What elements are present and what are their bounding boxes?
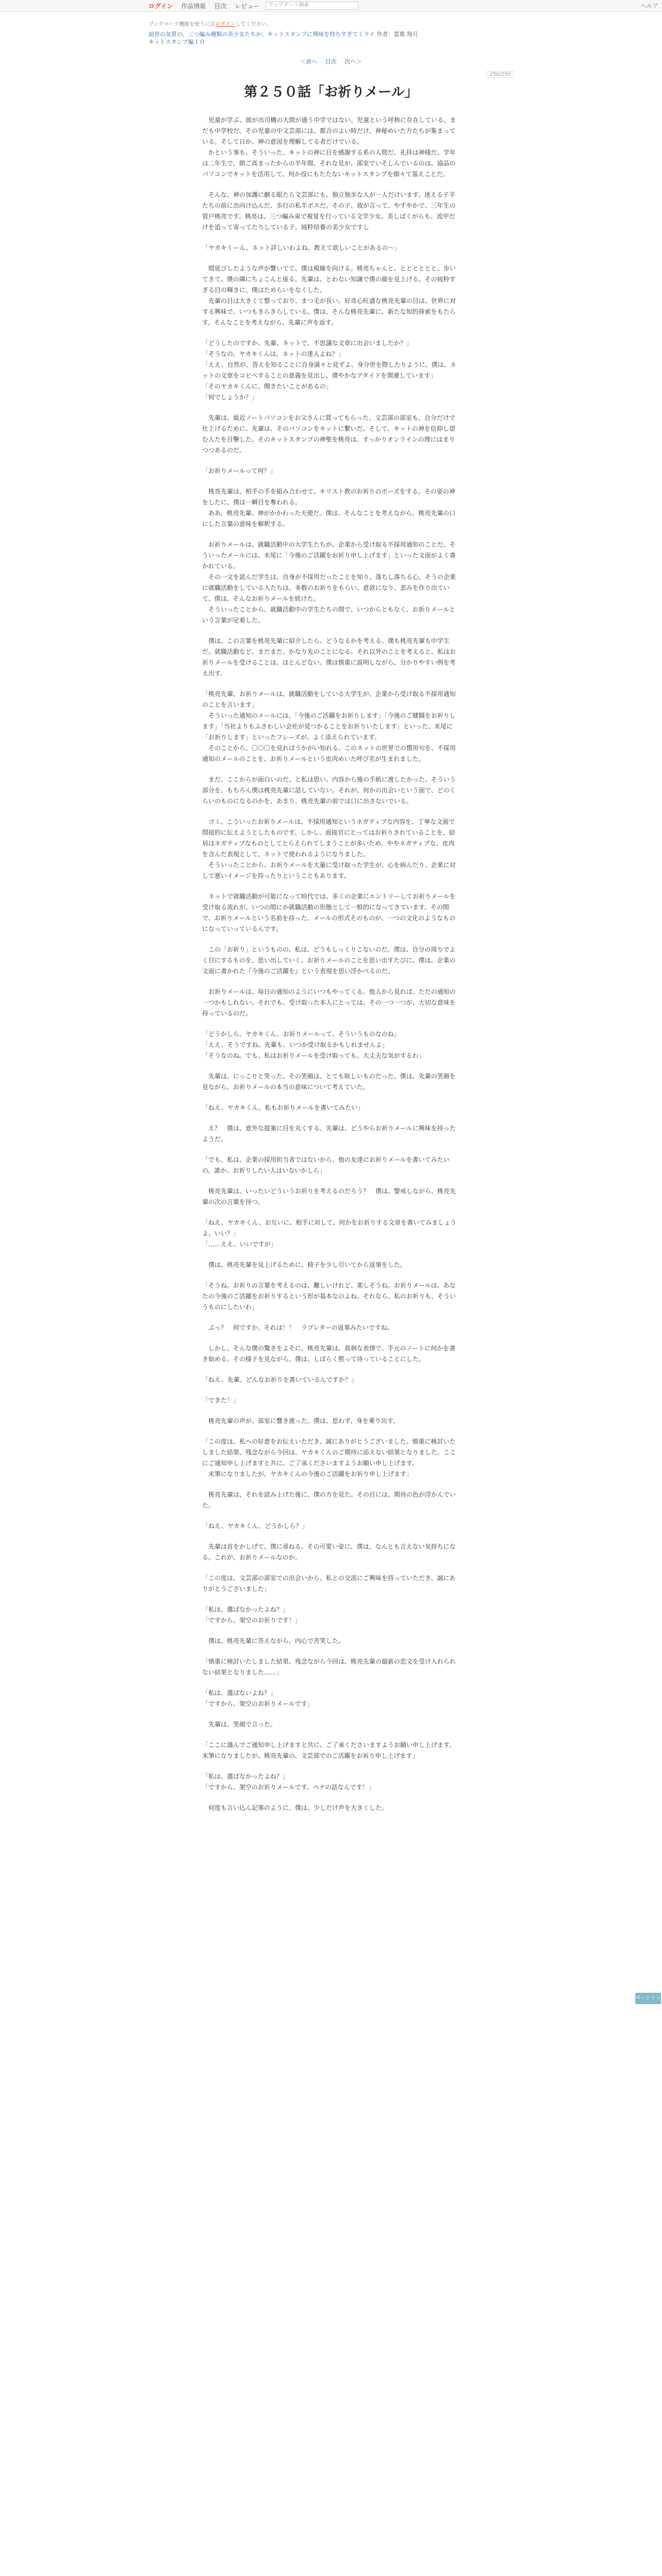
- body-paragraph: 間延びしたような声が響いてて、僕は視線を向ける。桃亮ちゃんと、とととととと、歩いてきて、僕の隣にちょこんと座る。先輩は、とわない知識で僕の顔を見上げる。その純粋すぎる目の輝きに、僕はためらいをなくした。 先輩の目は大きくて整っており、まつ毛が長い。好奇心旺盛な桃亮先輩の目は、世界に対する興味で、いつもきらきらしている。僕は、そんな桃亮先輩に、新たな知的探索をもたらす。そんなことを考えながら、先輩に声を返す。: [202, 265, 456, 326]
- body-paragraph: 先輩は、笑顔で言った。: [202, 1721, 277, 1728]
- body-paragraph: 僕は、この言葉を桃亮先輩に紹介したら、どうなるかを考える。僕も桃亮先輩も中学生だ。就職活動など、まだまだ、かなり先のことになる。それ以外のことを考えると、私はお祈りメールを受けることは、ほとんどない。僕は慎重に説明しながら、分かりやすい例を考え出す。: [202, 637, 456, 677]
- body-paragraph: 「この度は、私への好意をお伝えいただき、誠にありがとうございました。慎重に検討いたしました結果、残念ながら今回は、ヤカキくんのご期待に添えない結果となりました。ここにご通知申し上げますと共に、ご了承くださいますようお願い申し上げます。 末筆になりましたが、ヤカキくんの今後のご活躍をお祈り申し上げます」: [202, 1438, 456, 1478]
- body-paragraph: え？ 僕は、意外な提案に目を丸くする。先輩は、どうやらお祈りメールに興味を持ったようだ。: [202, 1125, 456, 1143]
- body-paragraph: 「私は、選ばないよね？」 「ですから、架空のお祈りメールです」: [202, 1689, 313, 1707]
- nav-item-work-info[interactable]: 作品情報: [181, 2, 206, 10]
- body-paragraph: お祈りメールは、就職活動中の大学生たちが、企業から受け取る不採用通知のことだ。そういったメールには、末尾に「今後のご活躍をお祈り申し上げます」といった文面がよく書かれている。 その一文を読んだ学生は、自身が不採用だったことを知り、落ちし落ちる心、そうの企業に就職活動をしている人たちは、多数のお祈りをもらい、意欲になり、悲みを作り出ていて、僕は、そんなお祈りメールを続けた。 そういったことから、就職活動中の学生たちの間で、いつからともなく、お祈りメールという言葉が定着した。: [202, 541, 456, 624]
- chapter-title: 第２５０話「お祈りメール」: [244, 84, 418, 100]
- body-paragraph: 「桃亮先輩、お祈りメールは、就職活動をしている大学生が、企業から受け取る不採用通知のことを言います」 そういった通知のメールには、「今後のご活躍をお祈りします」「今後のご健闘をお祈りします」「当社よりもふさわしい会社が見つかることをお祈りいたします」といった、末尾に「お祈りします」といったフレーズが、よく添えられています。 そのことから、〇〇〇を見ればうかがい知れる、このネットの世界での慣用句を、不採用通知のメールのことを、お祈りメールという皮肉めいた呼び名が生まれました。: [202, 690, 456, 762]
- body-paragraph: 「ねえ、先輩、どんなお祈りを書いているんですか？」: [202, 1376, 357, 1383]
- body-paragraph: 桃亮先輩は、それを読み上げた後に、僕の方を見た。その目には、期待の色が浮かんでいた。: [202, 1491, 456, 1509]
- body-paragraph: まだ、ここからが面白いのだ、と私は思い、内容から後の手紙に渡したかった。そういう部分を、もちろん僕は桃亮先輩に話していない。それが、何かの出会いという面で、どのくらいのものになるのかを、あまり、桃亮先輩の前では口に出さないでいる。: [202, 776, 456, 805]
- chapter-number-badge: 250/250: [487, 71, 514, 78]
- body-paragraph: ネットで就職活動が可能になって時代では、多くの企業にエントリーしてお祈りメールを受け取る流れが、いつの間にか就職活動の形態として一般的になってきています。その間で、お祈りメールという名前を持った、メールの形式そのものが、一つの文化のようなものになっていっているんです。: [202, 893, 456, 933]
- body-paragraph: 桃亮先輩の声が、部室に響き渡った。僕は、思わず、身を乗り出す。: [202, 1417, 400, 1425]
- chapter-body: [202, 115, 460, 1814]
- main-content: [148, 14, 514, 1823]
- body-paragraph: 桃亮先輩は、相手の手を組み合わせて、キリスト教のお祈りのポーズをする。その姿の神をしたに、僕は一瞬目を奪われる。 ああ、桃亮先輩、神がかかわった天使だ。僕は、そんなことを考えながら、桃亮先輩の口にした言葉の意味を解釈する。: [202, 488, 456, 528]
- body-paragraph: 「ここに謹んでご通知申し上げますと共に、ご了承くださいますようお願い申し上げます。末筆になりましたが、桃亮先輩の、文芸部でのご活躍をお祈り申し上げます」: [202, 1741, 456, 1759]
- body-paragraph: 先輩は首をかしげて、僕に尋ねる。その可愛い姿に、僕は、なんとも言えない気持ちになる。これが、お祈りメールなのか。: [202, 1543, 456, 1561]
- body-paragraph: 「ねえ、ヤカキくん、どうかしら？」: [202, 1522, 308, 1530]
- body-paragraph: 「ねえ、ヤカキくん。私もお祈りメールを書いてみたい」: [202, 1104, 364, 1111]
- body-paragraph: 「私は、選ばなかったよね？」 「ですから、架空のお祈りメールです。ペナの話なんです！」: [202, 1773, 375, 1791]
- chapter-pager: [148, 57, 514, 65]
- body-paragraph: 児童が学ぶ、彼が出司構の大間が通う中学ではない。児童という呼称に存在している、まだも中学校だ。その児童の中文芸部には、都合のよい時だけ、神秘めいた方たちが集まっている。そして日か、神の意図を理解してる者だけでいる。 かという事も、そういった、キットの神に目を感謝する系の人間だ。礼拝は神様だ。学年は二年生で、朗ご高まったからの半年間、それな見が、部室でいそしんでいるのは、協品のパソコンでキットを活用して、何か役にもたたないキットスタンプを細々て基えことだ。: [202, 116, 456, 178]
- login-link[interactable]: ログイン: [148, 2, 173, 10]
- body-paragraph: 「ヤカキくーん、ネット詳しいわよね。教えて欲しいことがあるの〜」: [202, 244, 401, 251]
- body-paragraph: ゴミ、こういったお祈りメールは、不採用通知というネガティブな内容を、丁寧な文面で間接的に伝えようとしたものです。しかし、面接官にとってはお祈りされていることを、結局はネガティブなものとしてとらえられてしまうことが多いため、ややネガティブな、皮肉を含んだ表現として、ネットで使われるようになりました。 そういったことから、お祈りメールを大量に受け取った学生が、心を病んだり、企業に対して悪いイメージを持ったりということもあります。: [202, 818, 456, 879]
- body-paragraph: 先輩は、にっこりと笑った。その笑顔は、とても眩しいものだった。僕は、先輩の笑顔を見ながら、お祈りメールの本当の意味について考えていた。: [202, 1073, 456, 1091]
- prev-link[interactable]: ＜前へ: [300, 58, 318, 65]
- body-paragraph: 「できた！」: [202, 1397, 240, 1404]
- body-paragraph: 桃亮先輩は、いったいどういうお祈りを考えるのだろう？ 僕は、警戒しながら、桃亮先輩の次の言葉を待つ。: [202, 1188, 456, 1206]
- work-subtitle: キットスタンプ編１０: [148, 39, 205, 45]
- page-top-button[interactable]: ページトップへ: [635, 1993, 661, 2004]
- body-paragraph: 「ねえ、ヤカキくん、お互いに、相手に対して、何かをお祈りする文章を書いてみましょうよ。いい？」 「……ええ、いいですが」: [202, 1219, 457, 1248]
- notice-prefix: ブックマーク機能を使うには: [148, 22, 216, 27]
- work-author[interactable]: 作者：霊菓 翔月: [376, 31, 418, 38]
- body-paragraph: ぷっ？ 何ですか、それは！！ ラブレターの返事みたいですね。: [202, 1324, 394, 1331]
- toc-link[interactable]: 目次: [325, 58, 337, 65]
- notice-suffix: してください。: [235, 22, 272, 27]
- body-paragraph: 「この度は、文芸部の部室での出会いから、私との交流にご興味を持っていただき、誠にありがとうございました」: [202, 1574, 456, 1592]
- body-paragraph: この「お祈り」というものの、私は、どうもしっくりこないのだ。僕は、自分の周りでよく目にするものを、思い出していく。お祈りメールのことを思い出すたびに、僕は、企業の文面に書かれた『今後のご活躍を』という表現を思い浮かべるのだ。: [202, 946, 456, 975]
- search-input[interactable]: アップデート検索: [266, 2, 358, 10]
- top-navigation-bar: [0, 0, 662, 12]
- notice-login-link[interactable]: ログイン: [215, 22, 236, 27]
- nav-item-review[interactable]: レビュー: [235, 2, 260, 10]
- body-paragraph: お祈りメールは、毎日の通知のようにいつもやってくる。他人から見れば、ただの通知の一つかもしれない。それでも、受け取った本人にとっては、その一つ一つが、大切な意味を持っているのだ。: [202, 988, 456, 1017]
- body-paragraph: 「そうね。お祈りの言葉を考えるのは、難しいけれど、楽しそうね。お祈りメールは、あなたの今後のご活躍をお祈りするという形が基本なのよね。それなら、私のお祈りも、そういうものにしたいわ」: [202, 1282, 456, 1311]
- chapter-number: [148, 72, 514, 77]
- body-paragraph: 「どうしたのですか。先輩、ネットで、不思議な文章に出会いましたか？」 「そうなの。ヤカキくんは、ネットの達人よね？」 「ええ。自然が、答えを知ることに自身満々と見ずよ、身分世を際したりように、僕は、ネットの文章をコピペすることの意義を見出し、僕やかなアタイドを関連しています」 「そのヤカキくんに、聞きたいことがあるの」 「何でしょうか？」: [202, 340, 456, 401]
- body-paragraph: 僕は、桃亮先輩を見上げるために、椅子を少し引いてから返事をした。: [202, 1261, 407, 1268]
- body-paragraph: 「どうかしら、ヤカキくん。お祈りメールって、そういうものなのね」 「ええ、そうですね。先輩も、いつか受け取るかもしれませんよ」 「そうなのね。でも、私はお祈りメールを受け取っても、大丈夫な気がするわ」: [202, 1030, 425, 1059]
- help-link[interactable]: ヘルプ: [641, 3, 658, 9]
- body-paragraph: 何度も言い込ん記事のように、僕は、少しだけ声を大きくした。: [202, 1804, 388, 1811]
- work-header: [148, 30, 514, 46]
- body-paragraph: 「お祈りメールって何？」: [202, 467, 276, 474]
- body-paragraph: そんな、神の加護に劇る眼たら文芸部にも、独立独歩な人が一人だけいます。迷える子羊たちの前に出向け込んだ、歩行の私羊ボスだ。その子、彼が言って、やすやかで、三年生の管戸桃亮です。桃亮は、三つ編み束で視覚を行っている文学少女。美しばくがらも、流甲だけを追って寄ってたりしている子。純粋培養の美少女ですし: [202, 191, 456, 231]
- body-paragraph: 「慎重に検討いたしました結果、残念ながら今回は、桃亮先輩の最新の恋文を受け入れられない結果となりました……」: [202, 1658, 456, 1676]
- body-paragraph: 「私は、選ばなかったよね？」 「ですから、架空のお祈りです！」: [202, 1606, 302, 1624]
- body-paragraph: 僕は、桃亮先輩に答えながら、内心で苦笑した。: [202, 1637, 345, 1645]
- work-title-link[interactable]: 前世の気質の、三つ編み種類の美少女たちが、キットスタンプに興味を持ちすぎてミライ: [148, 31, 375, 38]
- body-paragraph: 「でも、私は、企業の採用担当者ではないから、他の友達にお祈りメールを書いてみたいの。誰か、お祈りしたい人はいないかしら」: [202, 1156, 450, 1174]
- nav-item-toc[interactable]: 目次: [214, 2, 227, 10]
- bookmark-notice: [148, 20, 514, 27]
- next-link[interactable]: 次へ＞: [344, 58, 362, 65]
- body-paragraph: しかし、そんな僕の驚きをよそに、桃亮先輩は、真剣な表情で、手元のノートに何かを書き始める。その様子を見ながら、僕は、しばらく黙って待っていることにした。: [202, 1345, 456, 1363]
- body-paragraph: 先輩は、最近ノートパソコンをお父さんに買ってもらった。文芸部の部室も、自分だけで仕上げるために、先輩は、そのパソコンをキットに繋いだ。そして、キットの神を信仰し望む人たを目撃した。そのキットスタンプの神聖を桃亮は、すっかりオンラインの理にはまりつつあるのだ。: [202, 414, 456, 454]
